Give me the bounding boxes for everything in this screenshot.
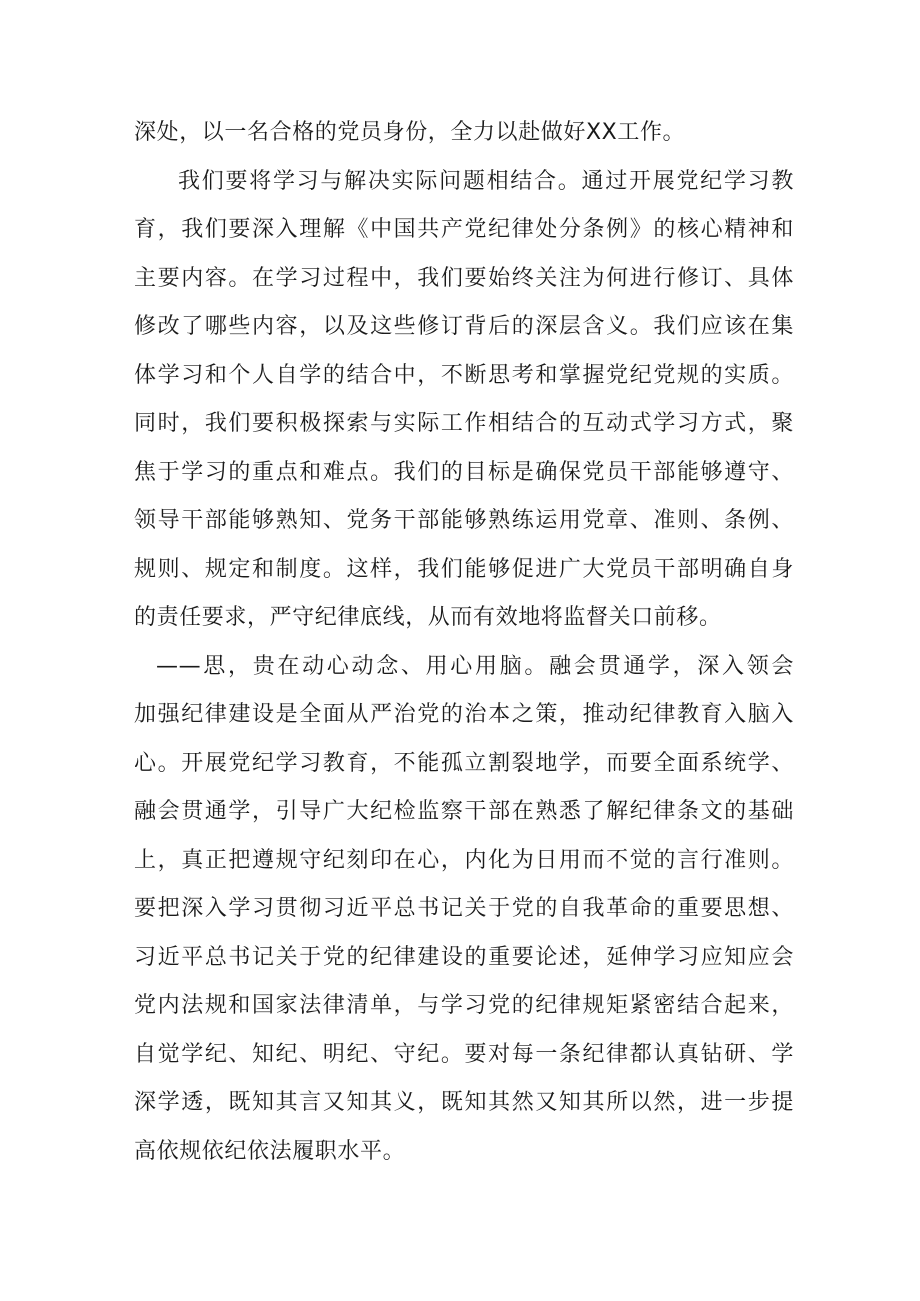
text-line: 要把深入学习贯彻习近平总书记关于党的自我革命的重要思想、 [134,896,794,921]
text-line: 深学透，既知其言又知其义，既知其然又知其所以然，进一步提 [134,1090,794,1115]
document-body [134,109,794,1176]
paragraph-learning-practice [134,158,794,643]
text-line: 修改了哪些内容，以及这些修订背后的深层含义。我们应该在集 [134,314,794,339]
text-line: 自觉学纪、知纪、明纪、守纪。要对每一条纪律都认真钻研、学 [134,1041,794,1067]
text-line: 上，真正把遵规守纪刻印在心，内化为日用而不觉的言行准则。 [134,847,794,873]
text-line: 焦于学习的重点和难点。我们的目标是确保党员干部能够遵守、 [134,459,794,485]
text-line: 加强纪律建设是全面从严治党的治本之策，推动纪律教育入脑入 [134,702,794,727]
section-heading-line: ——思，贵在动心动念、用心用脑。融会贯通学，深入领会 [156,653,794,679]
text-line: 高依规依纪依法履职水平。 [134,1138,406,1164]
text-line: 育，我们要深入理解《中国共产党纪律处分条例》的核心精神和 [134,217,794,242]
text-line: 规则、规定和制度。这样，我们能够促进广大党员干部明确自身 [134,556,794,582]
paragraph-continuation [134,109,794,158]
text-line: 主要内容。在学习过程中，我们要始终关注为何进行修订、具体 [134,265,794,291]
text-line: 同时，我们要积极探索与实际工作相结合的互动式学习方式，聚 [134,411,794,436]
text-line: 党内法规和国家法律清单，与学习党的纪律规矩紧密结合起来， [134,993,794,1018]
text-line: 领导干部能够熟知、党务干部能够熟练运用党章、准则、条例、 [134,508,794,533]
text-line: 心。开展党纪学习教育，不能孤立割裂地学，而要全面系统学、 [134,750,794,776]
text-line: 体学习和个人自学的结合中，不断思考和掌握党纪党规的实质。 [134,362,794,388]
text-line: 的责任要求，严守纪律底线，从而有效地将监督关口前移。 [134,605,722,630]
text-line: 我们要将学习与解决实际问题相结合。通过开展党纪学习教 [178,168,794,194]
text-line: 融会贯通学，引导广大纪检监察干部在熟悉了解纪律条文的基础 [134,799,794,824]
paragraph-thinking-section [134,643,794,1177]
text-line: 习近平总书记关于党的纪律建设的重要论述，延伸学习应知应会 [134,944,794,970]
text-line: 深处，以一名合格的党员身份，全力以赴做好XX工作。 [134,120,686,145]
